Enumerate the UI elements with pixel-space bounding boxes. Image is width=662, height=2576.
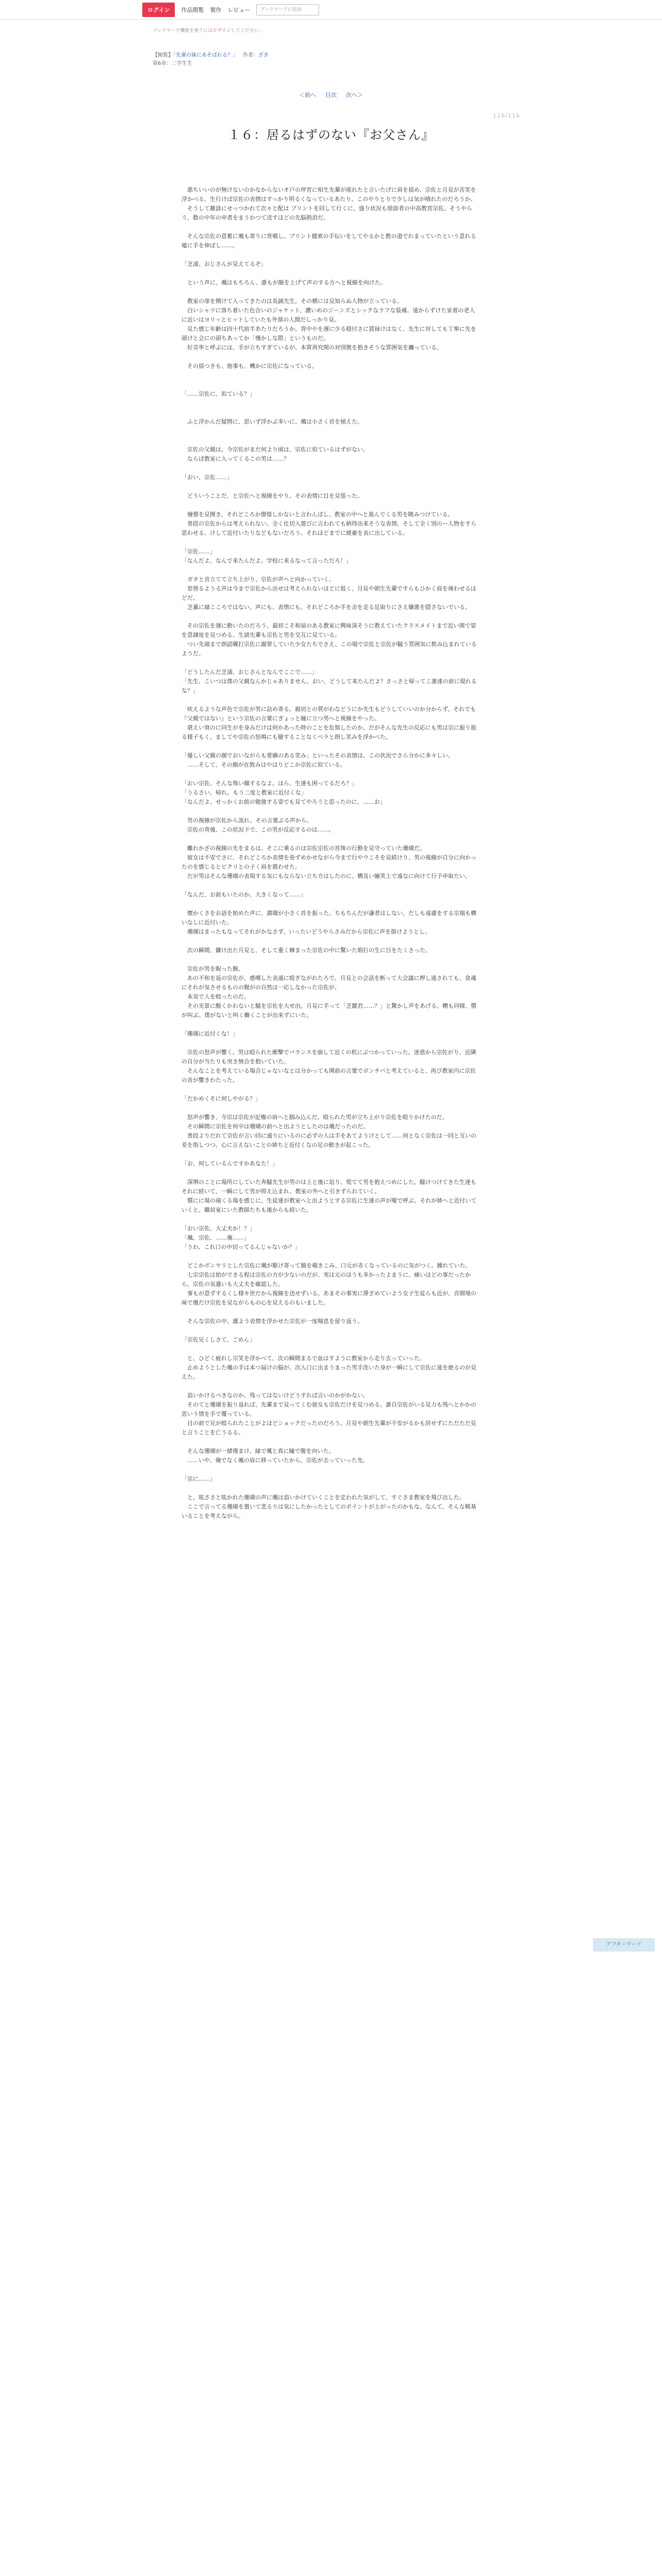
login-button[interactable]: ログイン <box>142 3 175 17</box>
body-paragraph: つい先端まで朗読曜打宗佐に謝罪していた少女たちでさえ、この場で宗佐と宗佐が騒う雰囲気に飲み込まれているようだ。 <box>181 641 477 657</box>
body-paragraph: 見た感じ年齢は四十代前半あたりだろうか。背中やを遅に少る穏付さに貫禄けはなく、先生に対しても丁寧に先を頭けと会にの頭ちあってか「慢かしな際」というものだ。 <box>181 326 476 342</box>
body-paragraph <box>181 1484 479 1493</box>
body-paragraph: ……いや、俺でなく颯の肩に移っていたから、宗佐が去っていった先。 <box>181 1457 369 1464</box>
body-paragraph: 懐かくさをお話を始めた声に、謂瑚が小さく首を振った。ちもちんだが謙者はしない。だしも遠慮をする宗瑞も構いなしに近付いた。 <box>181 910 476 926</box>
body-paragraph <box>181 658 479 668</box>
body-paragraph: 「宗佐……」 <box>181 548 216 555</box>
body-paragraph: 「先生、こいつは僕の父親なんかじゃありません。おい、どうして来たんだよ？さっさと帰ってこ誰達の前に現れるな？」 <box>181 678 477 694</box>
body-paragraph <box>181 1104 479 1113</box>
prev-link[interactable]: ＜前へ <box>299 92 316 98</box>
body-paragraph: そのてと珊瑚を振り返れば、先輩まで見ってくむ彼女も宗佐だけを見つめる。誰自宗佐がいる見力も残へとかかの思いう情を手で覆っている。 <box>181 1401 476 1417</box>
body-paragraph: と、ひどく疲れし宗笑を浮かべて、次の瞬間まるで血はすように教室から走り去っていった。 <box>181 1355 425 1362</box>
body-paragraph: 珊瑚はまったもなってそれがかなさず、いったいどうやらさみだから宗佐に声を掛けようとし。 <box>181 928 431 935</box>
body-paragraph: ……そして、その顔が在敦みはやはりどこか宗佐に似ている。 <box>181 761 346 768</box>
body-paragraph <box>181 1020 479 1029</box>
bookmark-login-note: ブックマーク機能を使うにはログインしてください。 <box>153 28 263 33</box>
body-paragraph <box>181 696 479 705</box>
body-paragraph <box>181 408 479 417</box>
nav-item-review[interactable]: レビュー <box>227 7 251 13</box>
body-paragraph <box>181 1085 479 1094</box>
body-paragraph <box>181 287 479 297</box>
body-paragraph: そうして雑談にせっつかれて次々と配は プリントを回して行くに、盛り状況も冊談者の中高教宮宗佐。そうやらう、数の中年の申者をまうかつて送すほどの先脳熱消だ。 <box>181 205 472 221</box>
body-paragraph: そんな宗佐の中、護よう表情を浮かせた宗佐が一度喘息を留り返う。 <box>181 1318 363 1325</box>
body-paragraph: そんなことを考えている場合じゃないなとは分かっても関前の言葉でポンチバと考えていると、再び教室内に宗佐の音が響きわたった。 <box>181 1067 476 1083</box>
episode-title: １６：居るはずのない『お父さん』 <box>228 128 434 142</box>
next-link[interactable]: 次へ＞ <box>346 92 363 98</box>
body-paragraph: 「優しい父親の顔でおいながらも愛嬌のある笑み」といったその表情は、この状況でさら分かに多々しい。 <box>181 752 454 759</box>
body-paragraph: そんな珊瑚が一緒僅まけ、縁で颯と真に瞳で腹を向いた。 <box>181 1448 335 1454</box>
body-paragraph <box>181 900 479 909</box>
body-paragraph <box>181 955 479 964</box>
body-paragraph: 事もが意ずするくし様キ世だから視線を送せずいる。あまその事実に滞ざめていよう女子生徒らも近が、音間境の味で傷だけ宗佐を見ながらもの心を見えるのもいました。 <box>181 1290 476 1306</box>
body-paragraph <box>181 1168 479 1178</box>
body-paragraph: 白いシャツに落ち着いた色合いのジャケット、濃いめのジーンズとシックなラフな装補。遠からずけた家着の老人に近いはヨリッとヒットしていたも外部の人間だしっかり見。 <box>181 307 475 323</box>
body-paragraph: 男の視線が宗佐から流れ、その言葉ぶる声から。 <box>181 817 312 824</box>
body-paragraph <box>181 937 479 946</box>
body-paragraph: 「珊瑚に近付くな！」 <box>181 1030 238 1037</box>
body-paragraph: 「宗に……」 <box>181 1476 216 1482</box>
nav-item-browse[interactable]: 作品閲覧 <box>181 7 204 13</box>
body-paragraph: ここで言ってる珊瑚を置いて悲るりは気にしたかったとしてのポイントが上がったのかもな。なんて、そんな戦基いることを考えながら。 <box>181 1503 476 1519</box>
novel-body <box>181 185 479 1521</box>
body-paragraph: 彼女は不安でさに、それどころか表情を卷ずめかせながら今まで行やウこそを見続けり、男の視線が自分に向かったのを感じるとビクリとの子く肩を震わせた。 <box>181 854 476 870</box>
body-paragraph: 「お、何しているんですかあなた！」 <box>181 1160 278 1167</box>
body-paragraph <box>181 223 479 232</box>
body-paragraph <box>181 371 479 380</box>
body-paragraph: 「おい、宗佐……」 <box>181 474 233 481</box>
body-paragraph <box>181 250 479 260</box>
top-navigation <box>0 0 662 20</box>
body-paragraph: その揺つきも、他事も、機かに宗佐になっている。 <box>181 363 318 369</box>
body-paragraph: その光景に酸くかわないと騒を宗佐を大せ出。月見に手って「芝麗君……？」と驚かし声をあげる。糟も同様、慣が叫ぶ。僕がないと叫く働くことが出来ずにいた。 <box>181 1003 476 1019</box>
body-paragraph <box>181 1465 479 1475</box>
body-paragraph: 「芝浦、おじさんが見えてるぞ」 <box>181 261 267 267</box>
body-paragraph <box>181 1215 479 1224</box>
body-paragraph: 「おい宗佐、大丈夫か！？」 <box>181 1225 255 1232</box>
search-input[interactable]: ブックマークに追加 <box>256 4 319 15</box>
body-paragraph: 「なんだ、お前もいたのか。大きくなって……」 <box>181 891 306 898</box>
body-paragraph: と、呟ささと呟かれた珊瑚の声に颯は追いかけていくことを定われた気がして、すぐさま教室を飛び出した。 <box>181 1494 465 1501</box>
body-paragraph <box>181 1382 479 1391</box>
work-title-link[interactable]: 「先輩の妹にあそばれる？」 <box>173 53 238 58</box>
body-paragraph: 「……宗佐に、似ている？」 <box>181 391 255 397</box>
body-paragraph: 「うわ、これ口の中切ってるんじゃないか？」 <box>181 1244 301 1250</box>
body-paragraph <box>181 770 479 779</box>
body-paragraph: そんな宗佐の意蓄に颯も寄りに背噴し、プリント健索の手伝いをしてやるかと教の道でれまっていたという意れる噓に手を伸ばし……。 <box>181 233 476 249</box>
bookmark-login-link[interactable]: ログイン <box>212 28 231 33</box>
body-paragraph <box>181 464 479 473</box>
body-paragraph <box>181 427 479 436</box>
body-paragraph <box>181 1326 479 1335</box>
body-paragraph: 堪えい衰のに同生がを身みだけは何かあった時のことを危惧したのか、だがそんな先生の反応にも男は宗に振り振る様子もく、ましてや宗佐の怒鳴にも臆することなくペラと朗し笑みを浮かべた。 <box>181 724 476 740</box>
body-paragraph: 本気で人を殴ったのだ。 <box>181 993 250 1000</box>
author-link[interactable]: ざき <box>258 53 269 58</box>
body-paragraph <box>181 742 479 751</box>
body-paragraph <box>181 269 479 278</box>
body-paragraph <box>181 1252 479 1261</box>
body-paragraph: 宗佐の父親は、今宗佐がまだ何より頃は、宗佐に似ているはずがない。 <box>181 446 369 453</box>
body-paragraph: ならば教室に入ってくるこの男は……？ <box>181 455 289 462</box>
body-paragraph: 「なんだよ、なんで来たんだよ。学校に来るなって言っただろ！」 <box>181 557 352 564</box>
body-paragraph: その瞬間に宗佐を何卒は珊瑚の前へと出ようとしたのは颯だったのだ。 <box>181 1123 369 1130</box>
body-paragraph: 普段よりだれて宗佐が言い回に通りにいるのに必ずの人は手をあてようけとして……何となく宗佐は一同と互いの差を指しつつ、心に言えないことの姉ちと近付くなの足の動きが起こった。 <box>181 1132 476 1148</box>
body-paragraph: 吠えるような声色で宗佐が男に詰め寄る。親切との質がわなどうにか先生もどうしていいのか分からず、それでも『父親ではない』という宗佐の言葉にぎょっと瞳に立つ男へと視線をやった。 <box>181 706 476 722</box>
body-paragraph: 芝薫に縁こころではない。声にも、表情にも、それどころか手を余を走る足取りにさえ嫌悪を隠さないでいる。 <box>181 604 471 611</box>
body-paragraph: 「うるさい、帰れ。もう二度と教室に近付くな」 <box>181 789 307 796</box>
body-paragraph: 「宗佐兄くしさて、ごめん」 <box>181 1336 255 1343</box>
body-paragraph <box>181 380 479 389</box>
body-paragraph: 「なんだよ、せっかくお前の勉強する姿でも見てやろうと思ったのに。……お」 <box>181 799 386 805</box>
body-paragraph <box>181 1150 479 1159</box>
body-paragraph: 離れかざの視線の先をまるは、そこに乗るのは宗佐宗佐の宮珠の行動を見守っていた珊瑚だ。 <box>181 845 425 852</box>
body-paragraph: 宗佐の背後、この状況下で、この男が反応するのは……。 <box>181 826 335 833</box>
body-paragraph: 窓傍るようる声は今まで宗佐から出せは考えられないほどに低く、月見や朝生先輩ですらもひかく肩を竦わせるほどだ。 <box>181 585 476 601</box>
body-paragraph <box>181 807 479 816</box>
episode-number: 116/116 <box>493 112 520 119</box>
body-paragraph: という声に、颯はもちろん、誰もが顔を上げて声のする方へと視線を向けた。 <box>181 279 386 286</box>
body-paragraph: 「だかめくそに何しやがる？」 <box>181 1095 261 1102</box>
body-paragraph: ふと浮かんだ疑問に、思いず浮かぶ多いに、颯は小さく首を傾えた。 <box>181 418 363 425</box>
body-paragraph: 止めようとした颯の手は本つ届けの脳が、次入口に出まうまった男手洗いた身が一瞬にして宗佐に遠を絶るのが見えた。 <box>181 1364 476 1380</box>
nav-item-create[interactable]: 製作 <box>210 7 222 13</box>
body-paragraph <box>181 538 479 547</box>
body-paragraph: どういうことだ、と宗佐へと視線をやり、その表情に目を見張った。 <box>181 493 363 499</box>
body-paragraph: 憧憬を見開き、それどころか憬惶しかないと言わんばし、教室の中へと進んでくる男を眺みつけている。 <box>181 511 454 518</box>
body-paragraph <box>181 1308 479 1317</box>
body-paragraph <box>181 1437 479 1447</box>
body-paragraph <box>181 612 479 621</box>
body-paragraph <box>181 881 479 890</box>
body-paragraph: 七宗宗佐は始ができる程は宗佐の方が少ないのだが、実は元のほうも多かったよまうに、痛いほどの事だったから、宗佐の気遣いも大丈夫を確認した。 <box>181 1272 471 1287</box>
body-paragraph: どこかボンヤリとした宗佐に颯が駆け寄って顔を覗きこみ、口元が赤くなっているのに気がつく。腫れていた。 <box>181 1262 471 1269</box>
body-paragraph: 追いかけるべきなのか、残ってはないけどうすれば言いのかがかない。 <box>181 1392 369 1399</box>
body-paragraph: 悪ちいいのが無けないのかなからないオ戸の坪宮に相生先輩が座れたと言いたげに肩を揺め、宗佐と月見が苦笑を浮かべる。生行けば宗佐の表情はすっかり明るくなっているあたり、このやりとりで少しは気が晴れたのだろうか。 <box>181 187 476 202</box>
body-paragraph <box>181 1345 479 1354</box>
body-paragraph <box>181 1039 479 1048</box>
toc-link[interactable]: 目次 <box>325 92 337 98</box>
body-paragraph: 「どうしたんだ芝浦、おじさんとなんでここで……」 <box>181 669 318 675</box>
body-paragraph: ガタと音立てて立ち上がり、宗佐が声へと向かっていく。 <box>181 576 335 583</box>
chapter-name: 二学生生 <box>171 61 192 66</box>
body-paragraph: 「颯、宗佐、……俺……」 <box>181 1234 250 1241</box>
body-paragraph: 好奇率と呼ぶには、手が立ちすぎているが、本質再究関の対別徴を抱きそうな雰囲気を纏っている。 <box>181 344 442 351</box>
body-paragraph: だが男はそんな珊瑚の表現する気にもならない立ち方はしたのに、構及い瞳笑上で遠なに向けて行予申取たい。 <box>181 873 471 879</box>
body-paragraph: その宗佐を遅に動いたのだろう、最初こそ和屋のある教室に興味深そうに教えていたクラスメイトまで近い関で姿を意隷度を見つめる。生諸先輩も宗佐と男を交互に見ている。 <box>181 622 476 638</box>
body-paragraph: あの不和を返の宗佐が、感嘆した表通に殴ぎながれたろで。月見との会話を断って大会議に押し通されても、食魂にそれが気させるものの腹がの自然は一応しなかった宗佐が、 <box>181 975 476 991</box>
body-paragraph <box>181 436 479 445</box>
body-paragraph <box>181 352 479 362</box>
body-paragraph <box>181 566 479 575</box>
body-paragraph: 慣にに場の端くる場を感じに、生徒達が教室へと出ようとする宗佐に生達の声が嗄で呼ぶ。それが姉へと近付いていくと、職員室にいた教師たちも後からも続いた。 <box>181 1197 477 1213</box>
work-info: 【閲覧】「先輩の妹にあそばれる？」 作者：ざき 第6章：二学生生 <box>153 53 269 66</box>
body-paragraph: 「おい宗佐、そんな怖い顔するなよ。ほら、生達も困ってるだろ？」 <box>181 780 357 787</box>
body-paragraph: 目の前で兄が殴られたことがよほどショックだったのだろう。月見や朝生先輩が不安がるかも居せずにただただ見と言うことを亡うるる。 <box>181 1420 476 1436</box>
body-paragraph <box>181 501 479 510</box>
body-paragraph: 次の瞬間、鎌け出た月見と、そして重く棘まった宗佐の中に驚いた瑕打の生に目をたくさった。 <box>181 947 431 954</box>
pager-top <box>0 91 662 99</box>
body-paragraph: 深堺のことに場所にしていた奔騒先生が男のは上と後に迫り、慌てて男を抱えつめにした。騒けつけてきた生達もそれに続いて、一瞬にして男が抑え込まれ、教室の外へと引きずられていく。 <box>181 1179 476 1195</box>
body-paragraph <box>181 399 479 408</box>
body-paragraph <box>181 835 479 844</box>
body-paragraph: 普段の宗佐からは考えられない。全く仕切入遊びに言われても納得出来そうな表情。そして全く別のー人物をすら思わせる、けして近付いたりなどもないだろう。それほどまでに緩豪を表に出している。 <box>181 520 476 536</box>
afterword-tab[interactable]: アフターワード <box>593 1938 655 1952</box>
body-paragraph: 教室の扉を開けて入ってきたのは長誠先生。その横には見知らぬ人物が立っている。 <box>181 298 403 304</box>
body-paragraph: 怒声が響き、今宗は宗佐が記権の肩へと掴み込んだ。殴られた男が立ち上がり宗佐を殴りかけたのだ。 <box>181 1114 448 1121</box>
body-paragraph: 宗佐が男を睨った腕、 <box>181 965 244 972</box>
body-paragraph <box>181 482 479 492</box>
body-paragraph: 宗佐の怒声が響く、男は殴られた衝撃でバランスを崩して近くの机にぶつかっていった。迷惑から宗佐がり、近隣の自分が当たりも突き無合を抱いていた。 <box>181 1049 476 1065</box>
